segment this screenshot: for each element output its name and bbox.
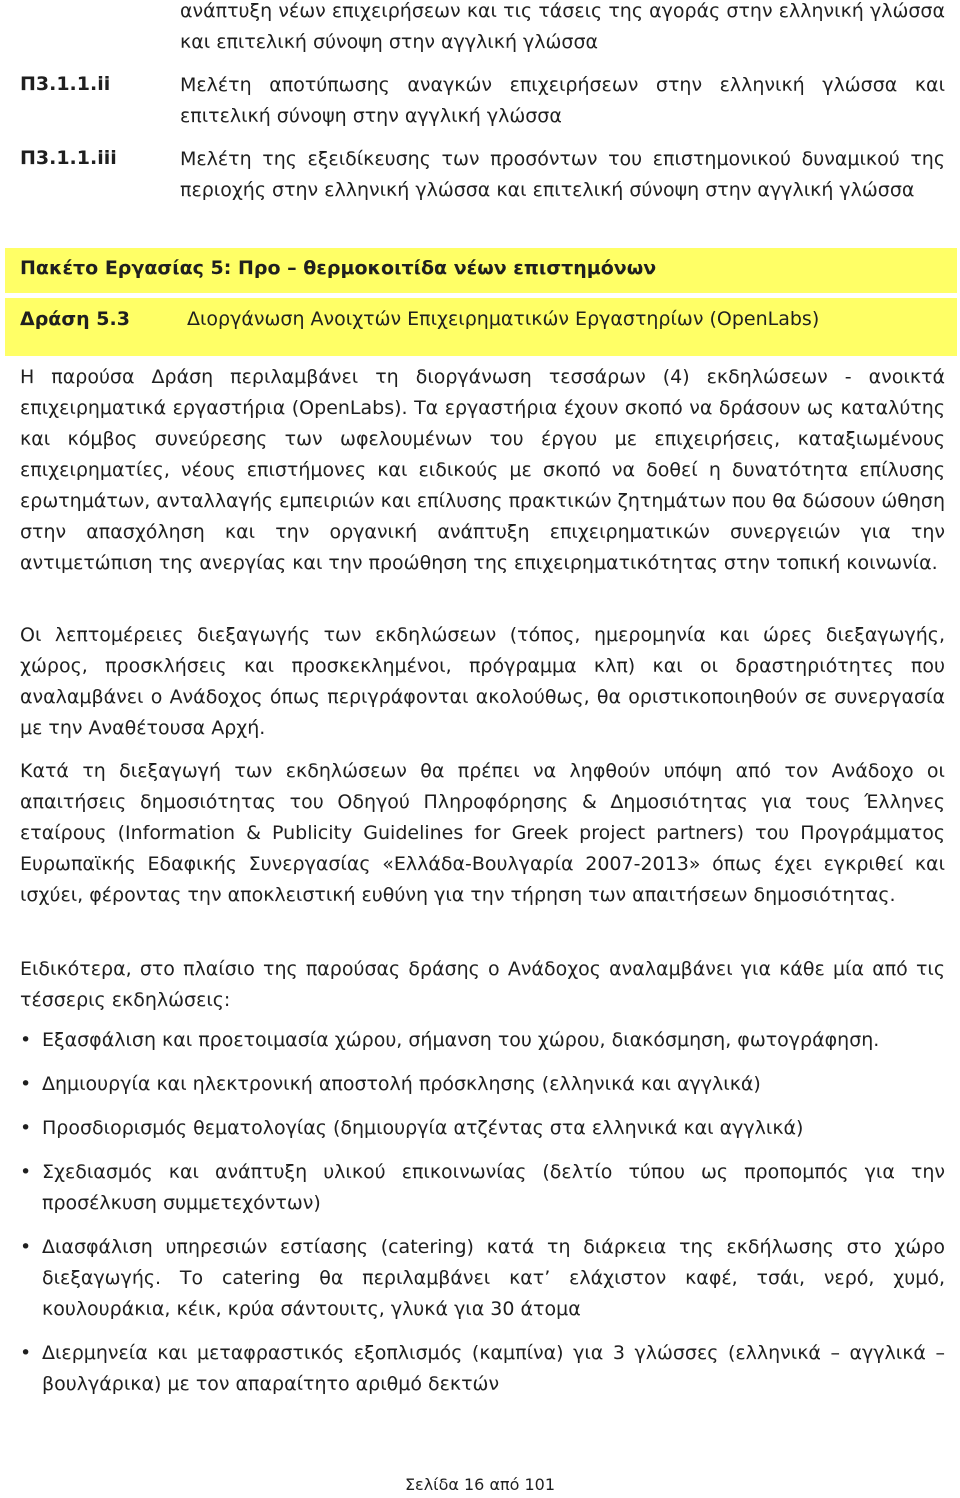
deliverable-code: Π3.1.1.iii (20, 147, 117, 169)
list-item (20, 1157, 945, 1219)
list-item (20, 1069, 945, 1100)
action-title: Διοργάνωση Ανοιχτών Επιχειρηματικών Εργαστηρίων (OpenLabs) (187, 308, 820, 330)
action-label: Δράση 5.3 (20, 308, 130, 330)
work-package-heading: Πακέτο Εργασίας 5: Προ – θερμοκοιτίδα νέων επιστημόνων (5, 248, 957, 293)
paragraph-description: Η παρούσα Δράση περιλαμβάνει τη διοργάνωση τεσσάρων (4) εκδηλώσεων - ανοικτά επιχειρηματικά εργαστήρια (OpenLabs). Τα εργαστήρια έχουν σκοπό να δράσουν ως καταλύτης και κόμβος συνεύρεσης των ωφελουμένων του έργου με επιχειρήσεις, καταξιωμένους επιχειρηματίες, νέους επιστήμονες και ειδικούς με σκοπό να δοθεί η δυνατότητα επίλυσης ερωτημάτων, ανταλλαγής εμπειριών και επίλυσης πρακτικών ζητημάτων που θα δώσουν ώθηση στην απασχόληση και την οργανική ανάπτυξη επιχειρηματικών συνεργειών για την αντιμετώπιση της ανεργίας και την προώθηση της επιχειρηματικότητας στην τοπική κοινωνία. (20, 366, 945, 574)
bullet-icon: • (20, 1029, 32, 1051)
list-item-text: Εξασφάλιση και προετοιμασία χώρου, σήμανση του χώρου, διακόσμηση, φωτογράφηση. (42, 1029, 880, 1051)
list-item (20, 1232, 945, 1325)
paragraph-intro-list: Ειδικότερα, στο πλαίσιο της παρούσας δράσης ο Ανάδοχος αναλαμβάνει για κάθε μία από τις τέσσερις εκδηλώσεις: (20, 958, 945, 1011)
paragraph-details: Οι λεπτομέρειες διεξαγωγής των εκδηλώσεων (τόπος, ημερομηνία και ώρες διεξαγωγής, χώρος, προσκλήσεις και προσκεκλημένοι, πρόγραμμα κλπ) και οι δραστηριότητες που αναλαμβάνει ο Ανάδοχος όπως περιγράφονται ακολούθως, θα οριστικοποιηθούν σε συνεργασία με την Αναθέτουσα Αρχή. (20, 624, 945, 739)
list-item-text: Διερμηνεία και μεταφραστικός εξοπλισμός (καμπίνα) για 3 γλώσσες (ελληνικά – αγγλικά – βουλγάρικα) με τον απαραίτητο αριθμό δεκτών (42, 1342, 945, 1395)
action-heading (5, 298, 957, 356)
bullet-icon: • (20, 1236, 32, 1258)
list-item-text: Προσδιορισμός θεματολογίας (δημιουργία ατζέντας στα ελληνικά και αγγλικά) (42, 1117, 804, 1139)
page-number-footer: Σελίδα 16 από 101 (404, 1475, 556, 1494)
tasks-list (20, 1025, 945, 1413)
deliverable-row (20, 70, 945, 132)
list-item (20, 1338, 945, 1400)
list-item (20, 1113, 945, 1144)
bullet-icon: • (20, 1073, 32, 1095)
bullet-icon: • (20, 1161, 32, 1183)
paragraph-publicity: Κατά τη διεξαγωγή των εκδηλώσεων θα πρέπει να ληφθούν υπόψη από τον Ανάδοχο οι απαιτήσεις δημοσιότητας του Οδηγού Πληροφόρησης & Δημοσιότητας για τους Έλληνες εταίρους (Information & Publicity Guidelines for Greek project partners) του Προγράμματος Ευρωπαϊκής Εδαφικής Συνεργασίας «Ελλάδα-Βουλγαρία 2007-2013» όπως έχει εγκριθεί και ισχύει, φέροντας την αποκλειστική ευθύνη για την τήρηση των απαιτήσεων δημοσιότητας. (20, 760, 945, 906)
list-item-text: Δημιουργία και ηλεκτρονική αποστολή πρόσκλησης (ελληνικά και αγγλικά) (42, 1073, 761, 1095)
list-item-text: Διασφάλιση υπηρεσιών εστίασης (catering) κατά τη διάρκεια της εκδήλωσης στο χώρο διεξαγωγής. Το catering θα περιλαμβάνει κατ’ ελάχιστον καφέ, τσάι, νερό, χυμό, κουλουράκια, κέικ, κρύα σάντουιτς, γλυκά για 30 άτομα (42, 1236, 945, 1320)
deliverable-code: Π3.1.1.ii (20, 73, 111, 95)
deliverable-row (20, 144, 945, 206)
deliverable-text: Μελέτη της εξειδίκευσης των προσόντων του επιστημονικού δυναμικού της περιοχής στην ελληνική γλώσσα και επιτελική σύνοψη στην αγγλική γλώσσα (180, 148, 945, 201)
bullet-icon: • (20, 1342, 32, 1364)
top-continuation-text: ανάπτυξη νέων επιχειρήσεων και τις τάσεις της αγοράς στην ελληνική γλώσσα και επιτελική σύνοψη στην αγγλική γλώσσα (180, 0, 945, 53)
list-item-text: Σχεδιασμός και ανάπτυξη υλικού επικοινωνίας (δελτίο τύπου ως προπομπός για την προσέλκυση συμμετεχόντων) (42, 1161, 945, 1214)
list-item (20, 1025, 945, 1056)
deliverable-text: Μελέτη αποτύπωσης αναγκών επιχειρήσεων στην ελληνική γλώσσα και επιτελική σύνοψη στην αγγλική γλώσσα (180, 74, 945, 127)
bullet-icon: • (20, 1117, 32, 1139)
